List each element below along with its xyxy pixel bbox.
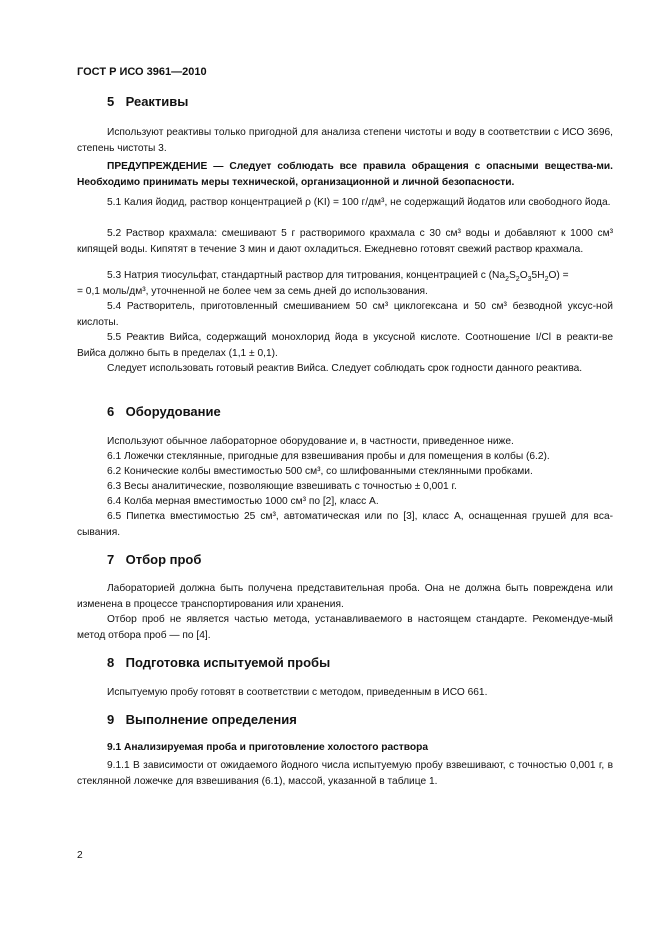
section-9-heading: [107, 712, 297, 727]
formula-part: O: [519, 270, 528, 281]
formula-part: 5H: [531, 270, 545, 281]
formula-part: O) =: [548, 270, 569, 281]
section-9-number: 9: [107, 712, 115, 727]
document-header: ГОСТ Р ИСО 3961—2010: [77, 66, 207, 78]
subsection-9-1-heading: 9.1 Анализируемая проба и приготовление холостого раствора: [107, 742, 429, 753]
section-8-para: Испытуемую пробу готовят в соответствии с методом, приведенным в ИСО 661.: [107, 687, 488, 698]
subscript: 2: [515, 276, 520, 284]
section-7-title: Отбор проб: [125, 552, 202, 567]
section-5-warning: ПРЕДУПРЕЖДЕНИЕ — Следует соблюдать все правила обращения с опасными вещества-ми. Необходимо принимать меры технической, организационной и личной безопасности.: [77, 161, 613, 188]
section-5-note: Следует использовать готовый реактив Вийса. Следует соблюдать срок годности данного реактива.: [107, 363, 583, 374]
section-5-number: 5: [107, 94, 115, 109]
section-7-number: 7: [107, 552, 115, 567]
section-7-para-2: Отбор проб не является частью метода, устанавливаемого в настоящем стандарте. Рекомендуе-мый метод отбора проб — по [4].: [77, 614, 613, 641]
section-9-title: Выполнение определения: [125, 712, 297, 727]
section-7-heading: [107, 552, 201, 567]
section-6-number: 6: [107, 404, 115, 419]
section-6-intro: Используют обычное лабораторное оборудование и, в частности, приведенное ниже.: [107, 436, 514, 447]
subscript: 2: [544, 276, 549, 284]
section-6-title: Оборудование: [125, 404, 221, 419]
item-6-2: 6.2 Конические колбы вместимостью 500 см³, со шлифованными стеклянными пробками.: [107, 466, 533, 477]
item-5-1: 5.1 Калия йодид, раствор концентрацией ρ (KI) = 100 г/дм³, не содержащий йодатов или свободного йода.: [107, 197, 611, 208]
item-6-3: 6.3 Весы аналитические, позволяющие взвешивать с точностью ± 0,001 г.: [107, 481, 457, 492]
item-6-4: 6.4 Колба мерная вместимостью 1000 см³ по [2], класс А.: [107, 496, 379, 507]
item-6-1: 6.1 Ложечки стеклянные, пригодные для взвешивания пробы и для помещения в колбы (6.2).: [107, 451, 550, 462]
item-5-5: 5.5 Реактив Вийса, содержащий монохлорид йода в уксусной кислоте. Соотношение I/Cl в реакти-ве Вийса должно быть в пределах (1,1 ± 0,1).: [77, 332, 613, 359]
item-5-3-text: 5.3 Натрия тиосульфат, стандартный раствор для титрования, концентрацией c (Na: [107, 270, 506, 281]
page-number: 2: [77, 850, 83, 861]
item-6-5: 6.5 Пипетка вместимостью 25 см³, автоматическая или по [3], класс А, оснащенная грушей для вса-сывания.: [77, 511, 613, 538]
section-5-title: Реактивы: [125, 94, 189, 109]
item-5-3: [77, 268, 613, 284]
subscript: 2: [505, 276, 509, 284]
section-8-title: Подготовка испытуемой пробы: [125, 655, 331, 670]
section-5-heading: [107, 94, 188, 109]
formula-part: S: [508, 270, 516, 281]
item-5-3-continuation: = 0,1 моль/дм³, уточненной не более чем за семь дней до использования.: [77, 286, 428, 297]
subscript: 3: [527, 276, 532, 284]
section-8-heading: [107, 655, 330, 670]
section-8-number: 8: [107, 655, 115, 670]
section-5-intro: Используют реактивы только пригодной для анализа степени чистоты и воду в соответствии с ИСО 3696, степень чистоты 3.: [77, 127, 613, 154]
item-5-4: 5.4 Растворитель, приготовленный смешиванием 50 см³ циклогексана и 50 см³ безводной уксус-ной кислоты.: [77, 301, 613, 328]
item-9-1-1: 9.1.1 В зависимости от ожидаемого йодного числа испытуемую пробу взвешивают, с точностью 0,001 г, в стеклянной ложечке для взвешивания (6.1), массой, указанной в таблице 1.: [77, 760, 613, 787]
section-6-heading: [107, 404, 221, 419]
section-7-para-1: Лабораторией должна быть получена представительная проба. Она не должна быть повреждена или изменена в процессе транспортирования или хранения.: [77, 583, 613, 610]
item-5-2: 5.2 Раствор крахмала: смешивают 5 г растворимого крахмала с 30 см³ воды и добавляют к 1000 см³ кипящей воды. Кипятят в течение 3 мин и дают охладиться. Ежедневно готовят свежий раствор крахмала.: [77, 228, 613, 255]
